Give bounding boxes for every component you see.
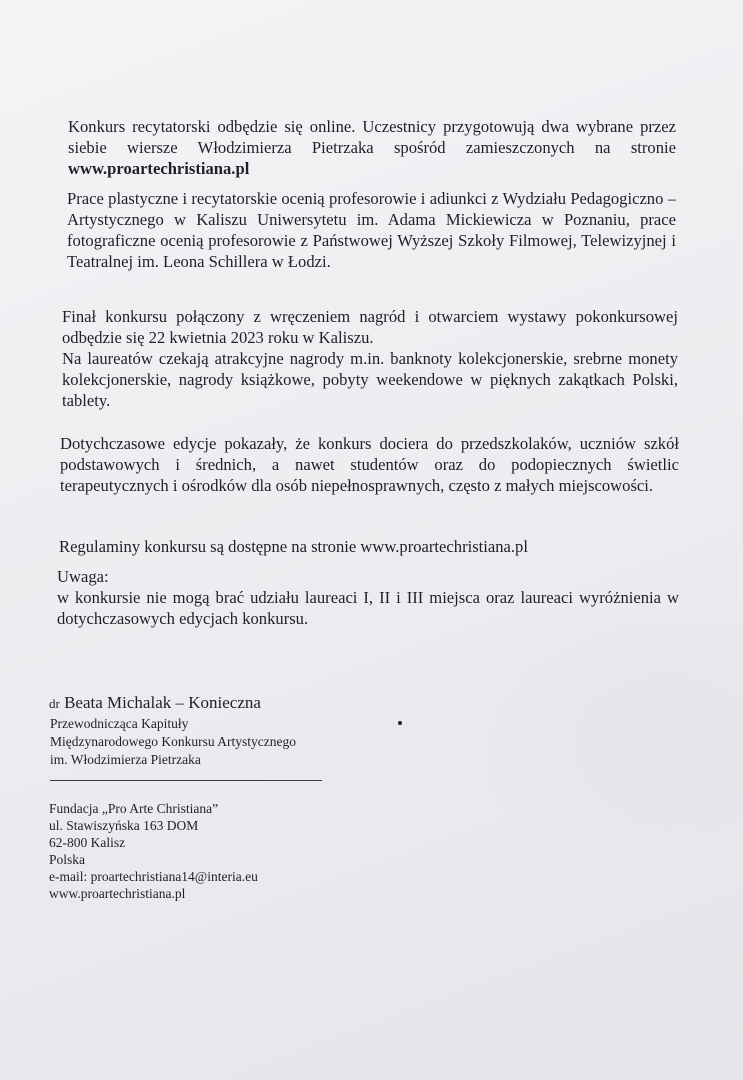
note-section <box>57 566 679 629</box>
role-line: im. Włodzimierza Pietrzaka <box>50 752 201 767</box>
note-heading: Uwaga: <box>57 567 109 586</box>
paragraph-jury: Prace plastyczne i recytatorskie ocenią profesorowie i adiunkci z Wydziału Pedagogiczno – Artystycznego w Kaliszu Uniwersytetu im. Adama Mickiewicza w Poznaniu, prace fotograficzne ocenią profesorowie z Państwowej Wyższej Szkoły Filmowej, Telewizyjnej i Teatralnej im. Leona Schillera w Łodzi. <box>67 189 676 271</box>
paragraph-rules: Regulaminy konkursu są dostępne na stronie www.proartechristiana.pl <box>59 537 528 556</box>
signatory-name <box>49 693 261 714</box>
signatory-role <box>50 715 296 769</box>
address-line: Polska <box>49 852 86 867</box>
website-link[interactable]: www.proartechristiana.pl <box>68 159 250 178</box>
note-text: w konkursie nie mogą brać udziału laureaci I, II i III miejsca oraz laureaci wyróżnienia w dotychczasowych edycjach konkursu. <box>57 588 679 628</box>
ink-dot <box>398 721 402 725</box>
paragraph-final <box>62 306 678 411</box>
role-line: Międzynarodowego Konkursu Artystycznego <box>50 734 296 749</box>
address-line: Fundacja „Pro Arte Christiana” <box>49 801 219 816</box>
paragraph-editions: Dotychczasowe edycje pokazały, że konkurs dociera do przedszkolaków, uczniów szkół podstawowych i średnich, a nawet studentów oraz do podopiecznych świetlic terapeutycznych i ośrodków dla osób niepełnosprawnych, często z małych miejscowości. <box>60 434 679 495</box>
signatory-full-name: Beata Michalak – Konieczna <box>64 693 261 712</box>
divider-line <box>50 780 322 781</box>
paper-shadow <box>443 620 743 870</box>
foundation-address <box>49 800 258 902</box>
email-line[interactable]: e-mail: proartechristiana14@interia.eu <box>49 869 258 884</box>
signatory-title: dr <box>49 696 60 711</box>
paragraph-text: Konkurs recytatorski odbędzie się online. Uczestnicy przygotowują dwa wybrane przez siebie wiersze Włodzimierza Pietrzaka spośród zamieszczonych na stronie <box>68 117 676 157</box>
paragraph-recitation <box>68 116 676 179</box>
final-text: Finał konkursu połączony z wręczeniem nagród i otwarciem wystawy pokonkursowej odbędzie się 22 kwietnia 2023 roku w Kaliszu. <box>62 307 678 347</box>
address-line: 62-800 Kalisz <box>49 835 126 850</box>
website-line[interactable]: www.proartechristiana.pl <box>49 886 186 901</box>
prizes-text: Na laureatów czekają atrakcyjne nagrody m.in. banknoty kolekcjonerskie, srebrne monety kolekcjonerskie, nagrody książkowe, pobyty weekendowe w pięknych zakątkach Polski, tablety. <box>62 349 678 410</box>
address-line: ul. Stawiszyńska 163 DOM <box>49 818 199 833</box>
role-line: Przewodnicząca Kapituły <box>50 716 189 731</box>
